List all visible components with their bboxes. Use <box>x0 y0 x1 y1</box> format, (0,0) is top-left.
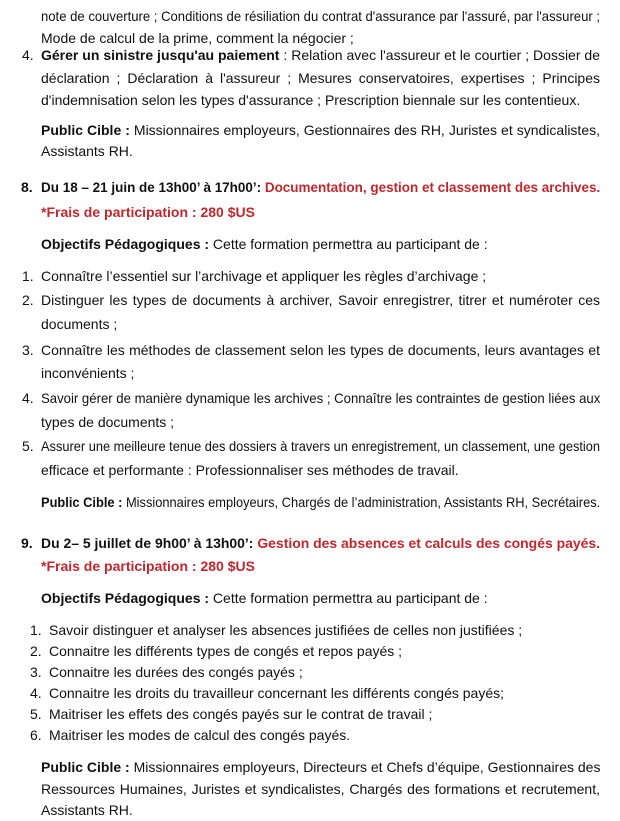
section9-item5-number: 5. <box>30 706 42 722</box>
section9-public-line-2: Ressources Humaines, Juristes et syndicalistes, Chargés des formations et recrutement, <box>41 781 600 797</box>
section8-item3-line-1: Connaître les méthodes de classement selon les types de documents, leurs avantages et <box>41 342 600 358</box>
section9-item3-number: 3. <box>30 664 42 680</box>
section9-public-line-1 <box>41 757 600 777</box>
item4-line-3: d'indemnisation selon les types d'assurance ; Prescription biennale sur les contentieux. <box>41 92 581 108</box>
item3-continuation-line-2: Mode de calcul de la prime, comment la négocier ; <box>41 30 354 46</box>
section9-title: Gestion des absences et calculs des congés payés. <box>253 535 601 551</box>
section9-dates: Du 2– 5 juillet de 9h00’ à 13h00’: <box>41 535 254 551</box>
item3-continuation-line-1: note de couverture ; Conditions de résiliation du contrat d'assurance par l'assuré, par l'assureur ; <box>41 8 601 24</box>
item4-line-2: déclaration ; Déclaration à l'assureur ; Mesures conservatoires, expertises ; Principes <box>41 70 600 86</box>
section9-item1-text: Savoir distinguer et analyser les absences justifiées de celles non justifiées ; <box>49 622 523 638</box>
section9-item6-text: Maitriser les modes de calcul des congés payés. <box>49 727 351 743</box>
section8-item2-number: 2. <box>22 292 34 308</box>
section9-heading <box>41 533 600 553</box>
section9-item5-text: Maitriser les effets des congés payés sur le contrat de travail ; <box>49 706 433 722</box>
section9-public-text-1: Missionnaires employeurs, Directeurs et Chefs d’équipe, Gestionnaires des <box>129 759 601 775</box>
item4-line-1 <box>41 45 600 65</box>
section8-item5-number: 5. <box>22 438 34 454</box>
section8-item2-line-1: Distinguer les types de documents à archiver, Savoir enregistrer, titrer et numéroter ces <box>41 292 600 308</box>
section8-title: Documentation, gestion et classement des archives. <box>261 179 601 195</box>
section9-objectives-text: Cette formation permettra au participant de : <box>209 590 488 606</box>
section8-item1-number: 1. <box>22 268 34 284</box>
section9-public-line-3: Assistants RH. <box>41 802 133 818</box>
section8-item3-line-2: inconvénients ; <box>41 365 135 381</box>
section9-item4-number: 4. <box>30 685 42 701</box>
section8-item5-line-2: efficace et performante : Professionnaliser ses méthodes de travail. <box>41 462 459 478</box>
section8-public <box>41 492 600 512</box>
section8-public-label: Public Cible : <box>41 494 123 510</box>
section9-public-label: Public Cible : <box>41 759 130 775</box>
section9-item1-number: 1. <box>30 622 42 638</box>
section8-objectives-text: Cette formation permettra au participant de : <box>209 236 488 252</box>
section8-objectives-label: Objectifs Pédagogiques : <box>41 236 210 252</box>
section8-item3-number: 3. <box>22 342 34 358</box>
item4-text-1: : Relation avec l'assureur et le courtier ; Dossier de <box>279 47 601 63</box>
section9-number: 9. <box>21 535 33 551</box>
section9-item2-number: 2. <box>30 643 42 659</box>
section9-item2-text: Connaitre les différents types de congés et repos payés ; <box>49 643 403 659</box>
section9-item4-text: Connaitre les droits du travailleur concernant les différents congés payés; <box>49 685 504 701</box>
section8-dates: Du 18 – 21 juin de 13h00’ à 17h00’: <box>41 179 262 195</box>
section8-item5-line-1: Assurer une meilleure tenue des dossiers à travers un enregistrement, un classement, une gestion <box>41 438 601 454</box>
section8-objectives <box>41 234 488 254</box>
section8-fee: *Frais de participation : 280 $US <box>41 204 255 220</box>
prev-public-label: Public Cible : <box>41 122 130 138</box>
section8-item2-line-2: documents ; <box>41 316 118 332</box>
section8-heading <box>41 177 600 197</box>
section8-item4-line-2: types de documents ; <box>41 414 175 430</box>
section9-fee: *Frais de participation : 280 $US <box>41 558 255 574</box>
section8-item1-line-1: Connaître l’essentiel sur l’archivage et appliquer les règles d’archivage ; <box>41 268 487 284</box>
item4-number: 4. <box>22 47 34 63</box>
section8-public-text: Missionnaires employeurs, Chargés de l’administration, Assistants RH, Secrétaires. <box>122 494 601 510</box>
section9-item6-number: 6. <box>30 727 42 743</box>
section9-item3-text: Connaitre les durées des congés payés ; <box>49 664 303 680</box>
prev-public-line-1 <box>41 120 600 140</box>
prev-public-text: Missionnaires employeurs, Gestionnaires des RH, Juristes et syndicalistes, <box>129 122 600 138</box>
section8-item4-line-1: Savoir gérer de manière dynamique les archives ; Connaître les contraintes de gestion liées aux <box>41 390 601 406</box>
section8-item4-number: 4. <box>22 390 34 406</box>
prev-public-line-2: Assistants RH. <box>41 143 133 159</box>
item4-title: Gérer un sinistre jusqu'au paiement <box>41 47 280 63</box>
section9-objectives-label: Objectifs Pédagogiques : <box>41 590 210 606</box>
section8-number: 8. <box>21 179 33 195</box>
section9-objectives <box>41 588 488 608</box>
